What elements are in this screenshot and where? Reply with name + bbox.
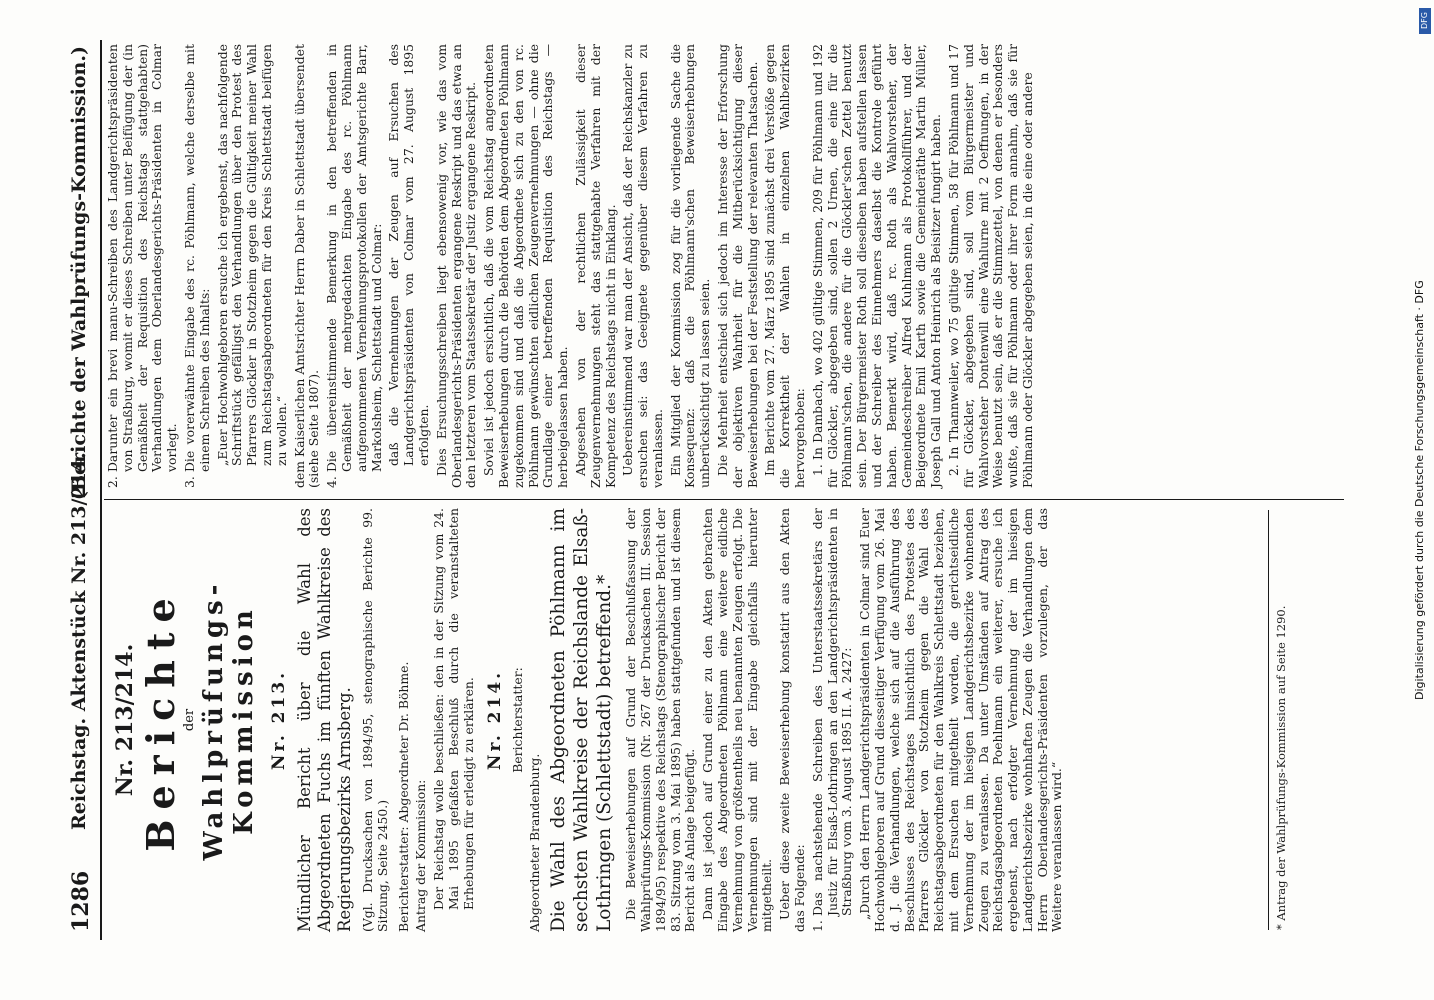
running-header	[62, 0, 98, 1000]
berichte-heading: Berichte	[138, 588, 183, 852]
right-column	[106, 44, 1039, 488]
digitization-credit: Digitalisierung gefördert durch die Deutsche Forschungsgemeinschaft · DFG	[1413, 280, 1426, 700]
list-number: 4.	[324, 476, 340, 488]
paragraph: Im Berichte vom 27. März 1895 sind zunächst drei Verstöße gegen die Korrektheit der Wahlen in einzelnen Wahlbezirken hervorgehoben:	[762, 44, 808, 488]
dfg-logo: DFG	[1419, 8, 1431, 34]
commission-heading: Wahlprüfungs-Kommission	[199, 579, 259, 861]
report213-rapporteur: Berichterstatter: Abgeordneter Dr. Böhme.	[395, 661, 411, 932]
motion-text: Der Reichstag wolle beschließen: den in der Sitzung vom 24. Mai 1895 gefaßten Beschluß durch die veranstalteten Erhebungen für erledigt zu erklären.	[431, 508, 476, 910]
quoted-remark: daß die Vernehmungen der Zeugen auf Ersuchen des Landgerichtspräsidenten von Colmar vom 27. August 1895 erfolgten.	[386, 44, 431, 466]
list-item-1	[811, 508, 855, 932]
paragraph: Soviel ist jedoch ersichtlich, daß die vom Reichstag angeordneten Beweiserhebungen durch die Behörden dem Abgeordneten Pöhlmann zugekommen sind und daß die Abgeordnete sich zu den von rc. Pöhlmann gewünschten eidlichen Zeugenvernehmungen — ohne die Grundlage einer betreffenden Requisition des Reichstags — herbeigelassen haben.	[481, 44, 571, 488]
list-item-4	[325, 44, 384, 488]
list-number: 3.	[181, 476, 197, 488]
paragraph: Abgesehen von der rechtlichen Zulässigkeit dieser Zeugenvernehmungen steht das stattgehabte Verfahren mit der Kompetenz des Reichstags nicht in Einklang.	[572, 44, 618, 488]
quoted-letter: „Durch den Herrn Landgerichtspräsidenten in Colmar sind Euer Hochwohlgeboren auf Grund diesseitiger Verfügung vom 26. Mai d. J. die Verhandlungen, welche sich auf die Ausführung des Beschlusses des Reichstages hinsichtlich des Protestes des Pfarrers Glöckler von Stotzheim gegen die Wahl des Reichstagsabgeordneten für den Wahlkreis Schlettstadt beziehen, mit dem Ersuchen mitgetheilt worden, die gerichtseidliche Vernehmung der im hiesigen Landgerichtsbezirke wohnenden Zeugen zu veranlassen. Da unter Umständen auf Antrag des Reichstagsabgeordneten Poehlmann ein weiterer, ersuche ich ergebenst, nach erfolgter Vernehmung der im hiesigen Landgerichtsbezirke wohnhaften Zeugen die Verhandlungen dem Herrn Oberlandesgerichts-Präsidenten vorzulegen, der das Weitere veranlassen wird.“	[857, 508, 1065, 932]
quoted-letter: „Euer Hochwohlgeboren ersuche ich ergebenst, das nachfolgende Schriftstück gefälligst den Verhandlungen über den Protest des Pfarrers Glöckler in Stotzheim gegen die Gültigkeit meiner Wahl zum Reichstagsabgeordneten für den Kreis Schlettstadt beifügen zu wollen.“	[214, 44, 289, 466]
der-heading: der	[182, 708, 197, 732]
report214-rapporteur-label: Berichterstatter:	[509, 667, 525, 773]
report213-title: Mündlicher Bericht über die Wahl des Abgeordneten Fuchs im fünften Wahlkreise des Regierungsbezirks Arnsberg.	[295, 508, 354, 932]
paragraph: dem Kaiserlichen Amtsrichter Herrn Daber in Schlettstadt übersendet (siehe Seite 1807).	[291, 44, 322, 488]
column-divider	[104, 499, 1344, 500]
footnote-rule	[1268, 510, 1269, 930]
list-item-text: Die vorerwähnte Eingabe des rc. Pöhlmann, welche derselbe mit einem Schreiben des Inhalts:	[181, 44, 212, 472]
left-column	[106, 508, 1068, 932]
report214-title: Die Wahl des Abgeordneten Pöhlmann im sechsten Wahlkreise der Reichslande Elsaß-Lothringen (Schlettstadt) betreffend.*	[548, 508, 616, 932]
paragraph: Ueber diese zweite Beweiserhebung konstatirt aus den Akten das Folgende:	[777, 508, 807, 932]
list-item-3	[183, 44, 213, 488]
nr213-heading: Nr. 213.	[269, 669, 289, 771]
paragraph: Die Beweiserhebungen auf Grund der Beschlußfassung der Wahlprüfungs-Kommission (Nr. 267 der Drucksachen III. Session 1894/95) respektive des Reichstags (Stenographischer Bericht der 83. Sitzung vom 3. Mai 1895) haben stattgefunden und ist diesem Bericht als Anlage beigefügt.	[623, 508, 698, 932]
header-rule	[100, 40, 102, 940]
motion-label: Antrag der Kommission:	[413, 779, 429, 932]
paragraph: Dies Ersuchungsschreiben liegt ebensowenig vor, wie das vom Oberlandesgerichts-Präsidenten ergangene Reskript und das etwa an den letzteren vom Staatssekretär der Justiz ergangene Reskript.	[433, 44, 479, 488]
list-item-text: Darunter ein brevi manu-Schreiben des Landgerichtspräsidenten von Straßburg, womit er dieses Schreiben unter Beifügung der (in Gemäßheit der Requisition des Reichstags stattgehabten) Verhandlungen dem Oberlandesgerichts-Präsidenten in Colmar vorlegt.	[105, 44, 180, 472]
report214-rapporteur: Abgeordneter Brandenburg.	[527, 753, 543, 932]
paragraph: Uebereinstimmend war man der Ansicht, daß der Reichskanzler zu ersuchen sei: das Geeignete gegenüber diesem Verfahren zu veranlassen.	[620, 44, 665, 488]
report-number-heading: Nr. 213/214.	[112, 643, 138, 797]
report213-reference: (Vgl. Drucksachen von 1894/95, stenographische Berichte 99. Sitzung, Seite 2450.)	[360, 508, 390, 932]
list-item-text: Das nachstehende Schreiben des Unterstaatssekretärs der Justiz für Elsaß-Lothringen an den Landgerichtspräsidenten in Straßburg vom 3. August 1895 II. A. 2427:	[809, 508, 855, 916]
list-item-text: Die übereinstimmende Bemerkung in den betreffenden in Gemäßheit der mehrgedachten Eingabe des rc. Pöhlmann aufgenommenen Vernehmungsprotokollen der Amtsgerichte Barr, Markolsheim, Schlettstadt und Colmar:	[324, 44, 384, 472]
paragraph: Ein Mitglied der Kommission zog für die vorliegende Sache die Konsequenz: daß die Pöhlmann'schen Beweiserhebungen unberücksichtigt zu lassen seien.	[667, 44, 713, 488]
footnote: * Antrag der Wahlprüfungs-Kommission auf Seite 1290.	[1274, 605, 1288, 930]
nr214-heading: Nr. 214.	[484, 669, 505, 771]
point-2: 2. In Thannweiler, wo 75 gültige Stimmen, 58 für Pöhlmann und 17 für Glöckler, abgegeben sind, soll vom Bürgermeister und Wahlvorsteher Dontenwill eine Wahlurne mit 2 Oeffnungen, in der Weise benutzt sein, daß er die Stimmzettel, von denen er besonders wußte, daß sie für Pöhlmann oder ihrer Form annahm, daß sie für Pöhlmann oder Glöckler abgegeben seien, in die eine oder andere	[946, 44, 1036, 488]
paragraph: Die Mehrheit entschied sich jedoch im Interesse der Erforschung der objektiven Wahrheit für die Mitberücksichtigung dieser Beweiserhebungen bei der Feststellung der relevanten Thatsachen.	[715, 44, 760, 488]
right-running-head: (Berichte der Wahlprüfungs-Kommission.)	[68, 46, 90, 500]
digitization-sidebar	[1406, 0, 1434, 1000]
paragraph: Dann ist jedoch auf Grund einer zu den Akten gebrachten Eingabe des Abgeordneten Pöhlmann eine weitere eidliche Vernehmung von größtentheils neu benannten Zeugen erfolgt. Die Vernehmungen sind mit der Eingabe gleichfalls hierunter mitgetheilt.	[700, 508, 775, 932]
point-1: 1. In Dambach, wo 402 gültige Stimmen, 209 für Pöhlmann und 192 für Glöckler, abgegeben sind, sollen 2 Urnen, die eine für die Pöhlmann'schen, die andere für die Glöckler'schen Zettel benutzt sein. Der Bürgermeister Roth soll dieselben haben aufstellen lassen und der Schreiber des Einnehmers daselbst die Kontrole geführt haben. Bemerkt wird, daß rc. Roth als Wahlvorsteher, der Gemeindeschreiber Alfred Kuhlmann als Protokollführer, und der Beigeordnete Emil Karth sowie die Gemeinderäthe Martin Müller, Joseph Gall und Anton Heinrich als Beisitzer fungirt haben.	[809, 44, 944, 488]
page-number: 1286	[68, 870, 94, 932]
list-number: 2.	[105, 476, 120, 488]
left-running-head: Reichstag. Aktenstück Nr. 213/214.	[68, 452, 90, 830]
list-item-2	[106, 44, 180, 488]
list-number: 1.	[809, 920, 825, 932]
